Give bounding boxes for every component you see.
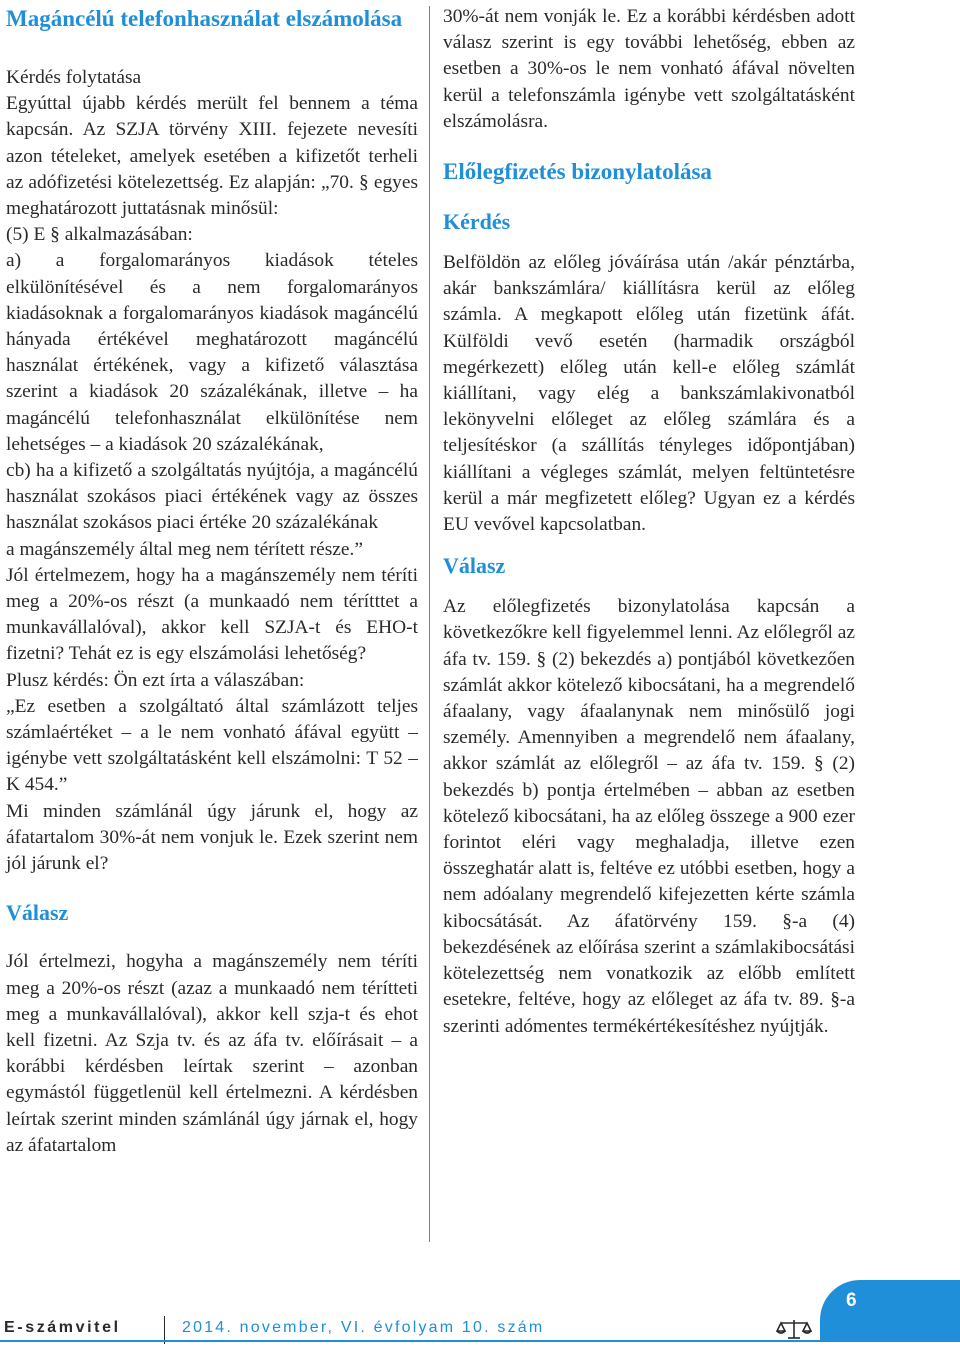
paragraph: a magánszemély által meg nem térített része.” [6,538,363,560]
publication-name: E-számvitel [4,1319,121,1336]
quote-paragraph: „Ez esetben a szolgáltató által számlázott teljes számlaértéket – a le nem vonható áfával együtt – igénybe vett szolgáltatásként kell elszámolni: T 52 – K 454.” [6,695,418,796]
paragraph: Mi minden számlánál úgy járunk el, hogy az áfatartalom 30%-át nem vonjuk le. Ezek szerint nem jól járunk el? [6,800,418,875]
paragraph: cb) ha a kifizető a szolgáltatás nyújtója, a magáncélú használat szokásos piaci értékének vagy az összes használat szokásos piaci értéke 20 százalékának [6,460,418,534]
answer-paragraph: Az előlegfizetés bizonylatolása kapcsán a következőkre kell figyelemmel lenni. Az előlegről az áfa tv. 159. § (2) bekezdés a) pontjából következően számlát akkor kötelező kibocsátani, ha a megrendelő áfaalany, vagy áfaalanynak nem minősülő jogi személy. Amennyiben a megrendelő nem áfaalany, akkor számlát az előlegről – az áfa tv. 159. § (2) bekezdés b) pontja értelmében – abban az esetben kötelező kibocsátani, ha az előleg összege a 900 ezer forintot eléri vagy meghaladja, illetve ezen összeghatár alatt is, feltéve ez utóbbi esetben, hogy a nem adóalany megrendelő kifejezetten kérte számla kibocsátását. Az áfatörvény 159. §-a (4) bekezdésének az előírása szerint a számlakibocsátási kötelezettség nem vonatkozik az előbb említett esetekre, feltéve, hogy az előleget az áfa tv. 89. §-a szerinti adómentes termékértékesítéshez nyújtják. [443,596,855,1037]
footer-rule [0,1340,960,1342]
paragraph: Egyúttal újabb kérdés merült fel bennem a téma kapcsán. Az SZJA törvény XIII. fejezete nevesíti azon tételeket, amelyek esetében a kifizetőt terheli az adófizetési kötelezettség. Ez alapján: „70. § egyes meghatározott juttatásnak minősül: [6,93,418,220]
page-number: 6 [846,1290,857,1311]
page-badge [820,1280,960,1342]
paragraph: Plusz kérdés: Ön ezt írta a válaszában: [6,669,305,691]
answer-heading: Válasz [6,900,69,926]
right-column [443,4,855,1040]
paragraph: Jól értelmezem, hogy ha a magánszemély nem téríti meg a 20%-os részt (a munkaadó nem térítttet a munkavállalóval), akkor kell SZJA-t és EHO-t fizetni? Tehát ez is egy elszámolási lehetőség? [6,564,418,665]
left-column [6,4,418,1159]
issue-info: 2014. november, VI. évfolyam 10. szám [182,1319,545,1336]
column-divider [429,6,430,1242]
paragraph: a) a forgalomarányos kiadások tételes elkülönítésével és a nem forgalomarányos kiadásoknak a forgalomarányos kiadások magáncélú hányada értékével meghatározott magáncélú használat értékének, vagy a kifizető választása szerint a kiadások 20 százalékának, illetve – ha magáncélú telefonhasználat elkülönítése nem lehetséges – a kiadások 20 százalékának, [6,250,418,455]
question-paragraph: Belföldön az előleg jóváírása után /akár pénztárba, akár bankszámlára/ kiállításra kerül az előleg számla. A megkapott előleg után fizetünk áfát. Külföldi vevő esetén (harmadik országból megérkezett) előleg után kell-e előleg számlát kiállítani, vagy elég a bankszámlakivonatból lekönyvelni előleget az előleg számlára és a teljesítéskor (a szállítás tényleges időpontjában) kiállítani a végleges számlát, melyen feltüntetésre kerül a már megfizetett előleg? Ugyan ez a kérdés EU vevővel kapcsolatban. [443,252,855,536]
answer-paragraph: Jól értelmezi, hogyha a magánszemély nem téríti meg a 20%-os részt (azaz a munkaadó nem térítteti meg a munkavállalóval), akkor kell szja-t és ehot kell fizetni. Az Szja tv. és az áfa tv. előírásait – a korábbi kérdésben leírtak szerint – azonban egymástól függetlenül kell értelmezni. A kérdésben leírtak szerint minden számlánál úgy járnak el, hogy az áfatartalom [6,951,418,1156]
answer-heading: Válasz [443,553,506,579]
scales-icon [776,1318,812,1340]
page-footer [0,1280,960,1358]
question-followup-label: Kérdés folytatása [6,67,142,88]
continuation-paragraph: 30%-át nem vonják le. Ez a korábbi kérdésben adott válasz szerint is egy további lehetőség, ebben az esetben a 30%-os le nem vonható áfával növelten kerül a telefonszámla igénybe vett szolgáltatásként elszámolásra. [443,6,855,132]
question-heading: Kérdés [443,209,511,235]
paragraph: (5) E § alkalmazásában: [6,224,193,246]
article-title: Magáncélú telefonhasználat elszámolása [6,6,403,31]
section-title: Előlegfizetés bizonylatolása [443,159,712,185]
